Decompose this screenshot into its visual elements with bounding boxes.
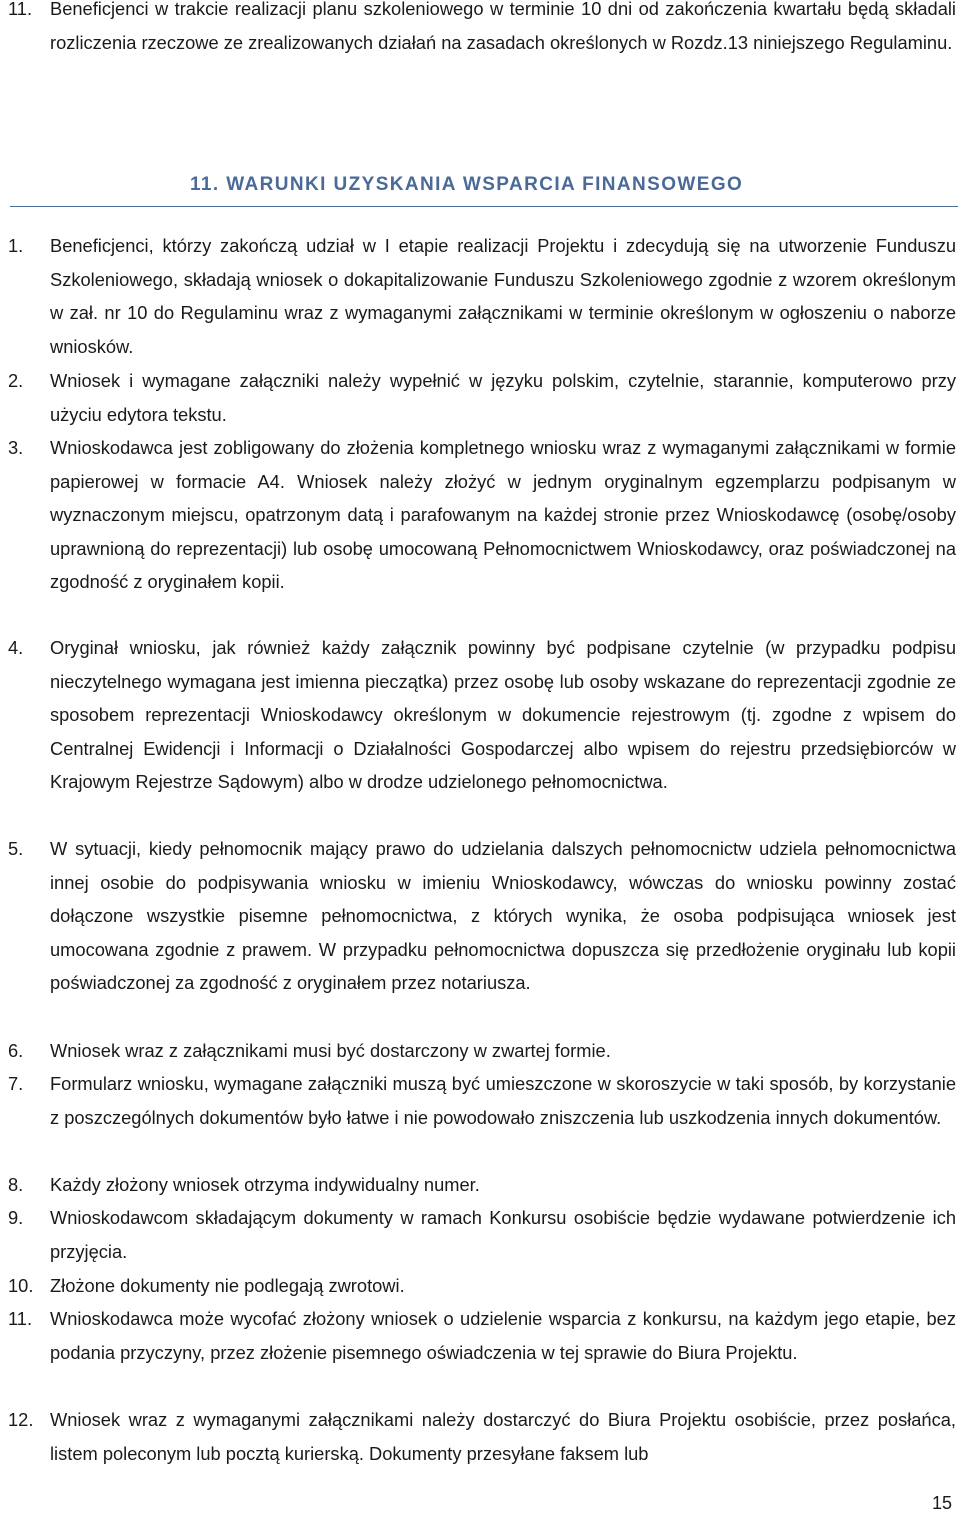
list-item-4 [8, 631, 956, 799]
list-item-text: Wnioskodawcom składającym dokumenty w ramach Konkursu osobiście będzie wydawane potwierdzenie ich przyjęcia. [50, 1207, 956, 1262]
list-item-2 [8, 364, 956, 431]
list-item-12 [8, 1403, 956, 1470]
list-item-number: 8. [8, 1174, 24, 1195]
heading-divider [10, 206, 958, 207]
list-item-number: 3. [8, 437, 24, 458]
list-item-number: 11. [8, 1308, 33, 1329]
list-item-number: 1. [8, 235, 24, 256]
list-item-10 [8, 1269, 956, 1303]
list-item-text: Wniosek wraz z załącznikami musi być dostarczony w zwartej formie. [50, 1040, 611, 1061]
list-item-6 [8, 1034, 956, 1068]
list-item-11 [8, 1302, 956, 1369]
list-item-8 [8, 1168, 956, 1202]
section-heading: 11. WARUNKI UZYSKANIA WSPARCIA FINANSOWEGO [190, 174, 744, 195]
top-list-item [8, 0, 956, 59]
list-item-5 [8, 832, 956, 1000]
page-number: 15 [931, 1493, 952, 1513]
list-item-text: Każdy złożony wniosek otrzyma indywidualny numer. [50, 1174, 480, 1195]
list-item-text: Wniosek i wymagane załączniki należy wypełnić w języku polskim, czytelnie, starannie, komputerowo przy użyciu edytora tekstu. [50, 370, 956, 425]
list-item-number: 4. [8, 637, 24, 658]
list-item-text: Oryginał wniosku, jak również każdy załącznik powinny być podpisane czytelnie (w przypadku podpisu nieczytelnego wymagana jest imienna pieczątka) przez osobę lub osoby wskazane do reprezentacji zgodnie ze sposobem reprezentacji Wnioskodawcy określonym w dokumencie rejestrowym (tj. zgodne z wpisem do Centralnej Ewidencji i Informacji o Działalności Gospodarczej albo wpisem do rejestru przedsiębiorców w Krajowym Rejestrze Sądowym) albo w drodze udzielonego pełnomocnictwa. [50, 637, 956, 792]
list-item-1 [8, 229, 956, 363]
list-item-number: 6. [8, 1040, 24, 1061]
list-item-number: 9. [8, 1207, 24, 1228]
list-item-number: 12. [8, 1409, 34, 1430]
list-item-number: 7. [8, 1073, 24, 1094]
list-item-7 [8, 1067, 956, 1134]
list-item-text: Złożone dokumenty nie podlegają zwrotowi. [50, 1275, 405, 1296]
list-item-text: Wnioskodawca jest zobligowany do złożenia kompletnego wniosku wraz z wymaganymi załącznikami w formie papierowej w formacie A4. Wniosek należy złożyć w jednym oryginalnym egzemplarzu podpisanym w wyznaczonym miejscu, opatrzonym datą i parafowanym na każdej stronie przez Wnioskodawcę (osobę/osoby uprawnioną do reprezentacji) lub osobę umocowaną Pełnomocnictwem Wnioskodawcy, oraz poświadczonej na zgodność z oryginałem kopii. [50, 437, 956, 592]
list-item-text: Wniosek wraz z wymaganymi załącznikami należy dostarczyć do Biura Projektu osobiście, przez posłańca, listem poleconym lub pocztą kurierską. Dokumenty przesyłane faksem lub [50, 1409, 956, 1464]
list-item-number: 11. [8, 0, 33, 19]
list-item-9 [8, 1201, 956, 1268]
list-item-text: W sytuacji, kiedy pełnomocnik mający prawo do udzielania dalszych pełnomocnictw udziela pełnomocnictwa innej osobie do podpisywania wniosku w imieniu Wnioskodawcy, wówczas do wniosku powinny zostać dołączone wszystkie pisemne pełnomocnictwa, z których wynika, że osoba podpisująca wniosek jest umocowana zgodnie z prawem. W przypadku pełnomocnictwa dopuszcza się przedłożenie oryginału lub kopii poświadczonej za zgodność z oryginałem przez notariusza. [50, 838, 956, 993]
list-item-text: Beneficjenci w trakcie realizacji planu szkoleniowego w terminie 10 dni od zakończenia kwartału będą składali rozliczenia rzeczowe ze zrealizowanych działań na zasadach określonych w Rozdz.13 niniejszego Regulaminu. [50, 0, 956, 53]
list-item-number: 5. [8, 838, 24, 859]
list-item-3 [8, 431, 956, 599]
list-item-text: Beneficjenci, którzy zakończą udział w I etapie realizacji Projektu i zdecydują się na utworzenie Funduszu Szkoleniowego, składają wniosek o dokapitalizowanie Funduszu Szkoleniowego zgodnie z wzorem określonym w zał. nr 10 do Regulaminu wraz z wymaganymi załącznikami w terminie określonym w ogłoszeniu o naborze wniosków. [50, 235, 956, 357]
list-item-number: 2. [8, 370, 24, 391]
list-item-text: Formularz wniosku, wymagane załączniki muszą być umieszczone w skoroszycie w taki sposób, by korzystanie z poszczególnych dokumentów było łatwe i nie powodowało zniszczenia lub uszkodzenia innych dokumentów. [50, 1073, 956, 1128]
list-item-text: Wnioskodawca może wycofać złożony wniosek o udzielenie wsparcia z konkursu, na każdym jego etapie, bez podania przyczyny, przez złożenie pisemnego oświadczenia w tej sprawie do Biura Projektu. [50, 1308, 956, 1363]
list-item-number: 10. [8, 1275, 34, 1296]
